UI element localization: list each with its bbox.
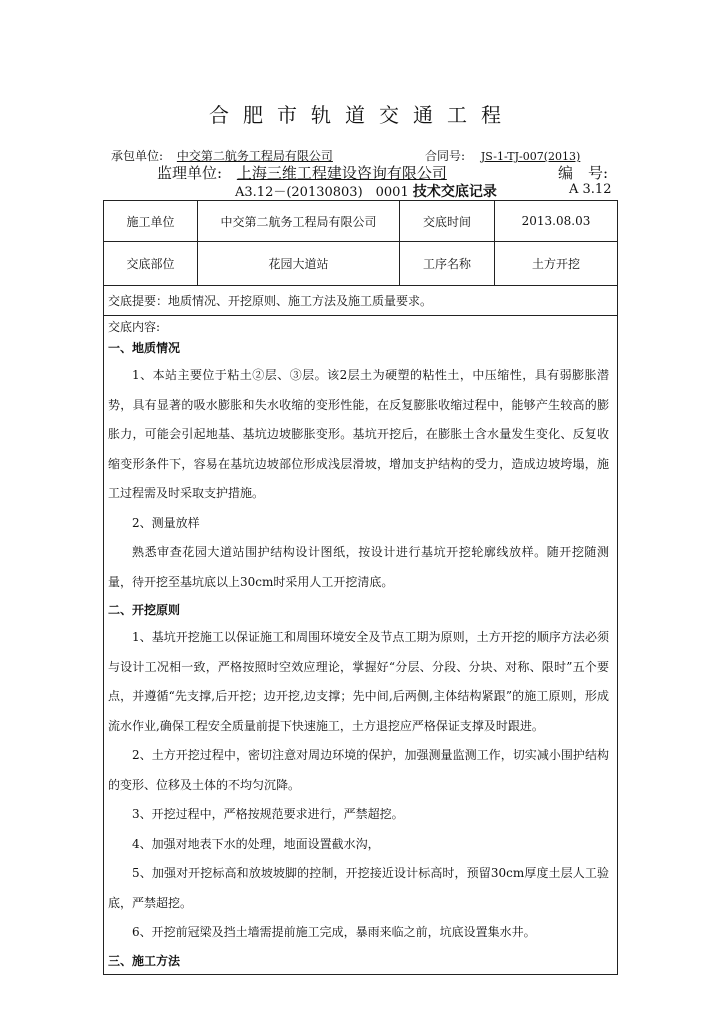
form-ref: A 3.12 — [569, 182, 612, 197]
supervisor-label: 监理单位: — [157, 164, 223, 182]
form-code-line — [235, 181, 497, 201]
paragraph: 6、开挖前冠梁及挡土墙需提前施工完成，暴雨来临之前，坑底设置集水井。 — [132, 925, 536, 939]
handover-part-label: 交底部位 — [104, 242, 198, 286]
handover-content — [104, 316, 618, 975]
paragraph: 3、开挖过程中，严格按规范要求进行，严禁超挖。 — [132, 807, 404, 821]
handover-summary: 交底提要：地质情况、开挖原则、施工方法及施工质量要求。 — [104, 286, 618, 316]
form-name: 技术交底记录 — [412, 184, 497, 200]
paragraph: 2、土方开挖过程中，密切注意对周边环境的保护，加强测量监测工作，切实减小围护结构的变形、位移及土体的不均匀沉降。 — [108, 748, 609, 792]
handover-part-value: 花园大道站 — [198, 242, 400, 286]
paragraph: 1、本站主要位于粘土②层、③层。该2层土为硬塑的粘性土，中压缩性，具有弱膨胀潜势，具有显著的吸水膨胀和失水收缩的变形性能，在反复膨胀收缩过程中，能够产生较高的膨胀力，可能会引起地基、基坑边坡膨胀变形。基坑开挖后，在膨胀土含水量发生变化、反复收缩变形条件下，容易在基坑边坡部位形成浅层滑坡，增加支护结构的受力，造成边坡垮塌，施工过程需及时采取支护措施。 — [108, 368, 609, 500]
paragraph: 4、加强对地表下水的处理，地面设置截水沟， — [132, 836, 380, 851]
handover-time-label: 交底时间 — [400, 201, 495, 242]
form-code: A3.12－(20130803) 0001 — [235, 185, 409, 200]
record-table — [103, 200, 618, 975]
paragraph: 5、加强对开挖标高和放坡坡脚的控制，开挖接近设计标高时，预留30cm厚度土层人工验底，严禁超挖。 — [108, 866, 609, 910]
section-heading: 三、施工方法 — [108, 953, 181, 968]
contract-value: JS-1-TJ-007(2013) — [480, 150, 581, 163]
contractor-value: 中交第二航务工程局有限公司 — [176, 149, 333, 163]
paragraph: 2、测量放样 — [132, 515, 200, 530]
section-heading: 二、开挖原则 — [108, 603, 181, 617]
number-label: 编 号: — [558, 164, 609, 182]
table-row — [104, 242, 618, 286]
table-row — [104, 316, 618, 975]
table-row — [104, 201, 618, 242]
process-name-value: 土方开挖 — [495, 242, 618, 286]
handover-time-value: 2013.08.03 — [495, 201, 618, 242]
contractor-label: 承包单位: — [111, 149, 164, 163]
paragraph: 1、基坑开挖施工以保证施工和周围环境安全及节点工期为原则，土方开挖的顺序方法必须与设计工况相一致，严格按照时空效应理论，掌握好“分层、分段、分块、对称、限时”五个要点，并遵循“先支撑,后开挖；边开挖,边支撑；先中间,后两侧,主体结构紧跟”的施工原则，形成流水作业,确保工程安全质量前提下快速施工，土方退挖应严格保证支撑及时跟进。 — [108, 630, 609, 733]
content-label: 交底内容: — [108, 320, 161, 334]
process-name-label: 工序名称 — [400, 242, 495, 286]
construction-unit-label: 施工单位 — [104, 201, 198, 242]
document-title: 合肥市轨道交通工程 — [209, 103, 515, 127]
construction-unit-value: 中交第二航务工程局有限公司 — [198, 201, 400, 242]
paragraph: 熟悉审查花园大道站围护结构设计图纸，按设计进行基坑开挖轮廓线放样。随开挖随测量，待开挖至基坑底以上30cm时采用人工开挖清底。 — [108, 545, 609, 589]
section-heading: 一、地质情况 — [108, 341, 181, 355]
supervisor-value: 上海三维工程建设咨询有限公司 — [236, 164, 447, 182]
table-row — [104, 286, 618, 316]
contract-label: 合同号: — [425, 149, 466, 163]
supervisor-line — [157, 162, 447, 183]
